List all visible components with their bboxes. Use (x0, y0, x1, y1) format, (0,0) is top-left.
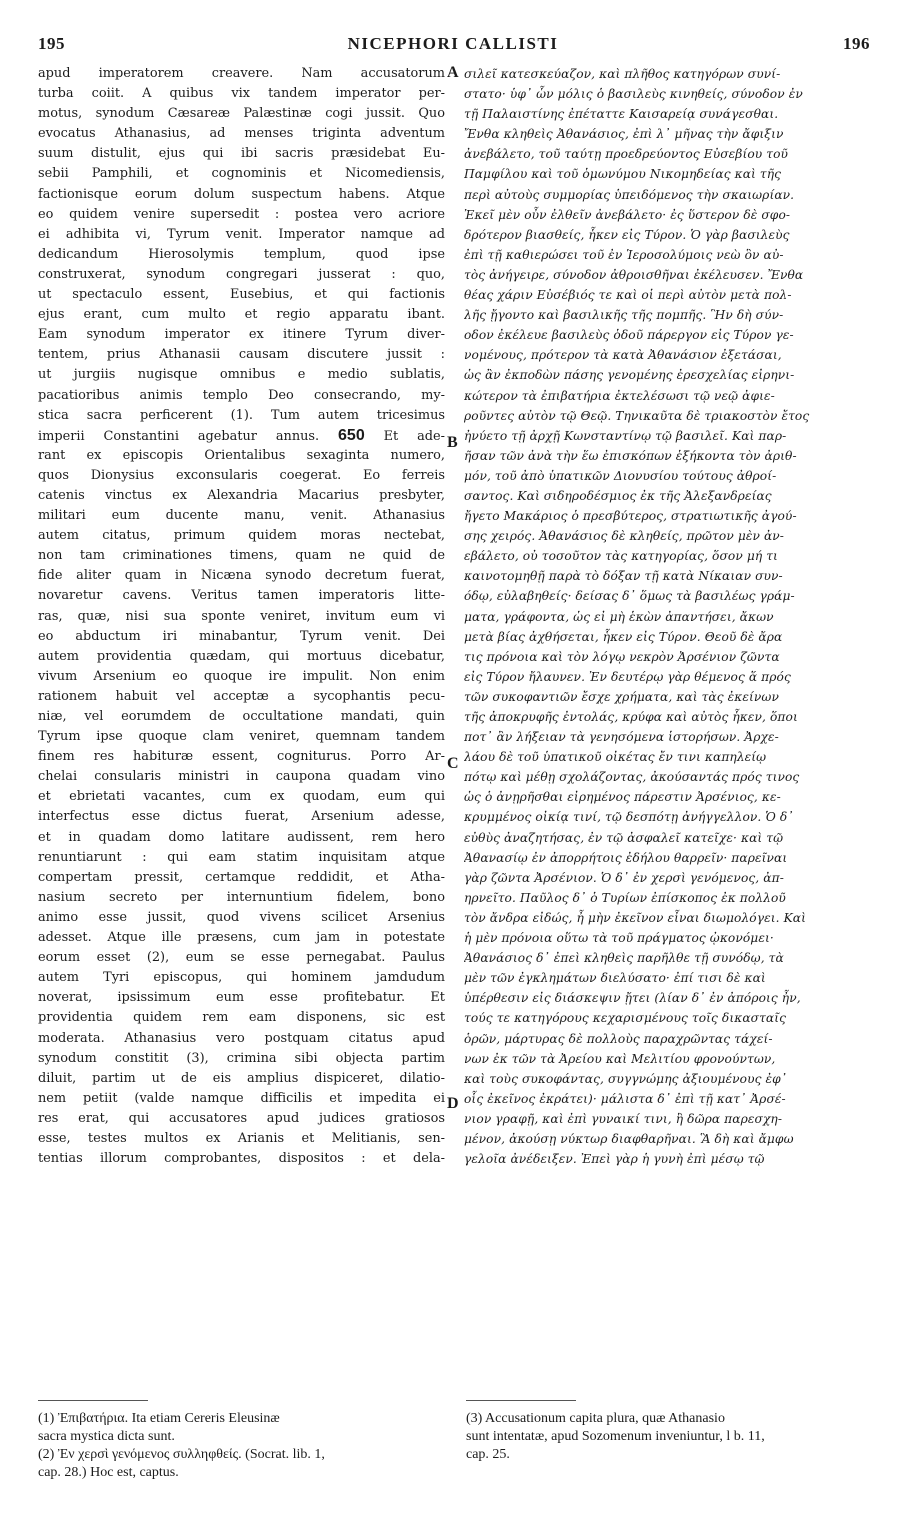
greek-line: κώτερον τὰ ἐπιβατήρια ἐκτελέσωσι τῷ νεῷ ἀφιε- (464, 388, 775, 403)
greek-line: τῆς ἀποκρυφῆς ἐντολάς, κρύφα καὶ αὐτὸς ἧκεν, ὅποι (464, 710, 798, 724)
footnote-line: (1) Ἐπιβατήρια. Ita etiam Cereris Eleusinæ (38, 1411, 280, 1426)
greek-line: σιλεῖ κατεσκεύαζον, καὶ πλῆθος κατηγόρων συνί- (464, 67, 781, 81)
greek-line: τις πρόνοια καὶ τὸν λόγῳ νεκρὸν Ἀρσένιον ζῶντα (464, 649, 780, 664)
latin-line: quos Dionysius exconsularis coegerat. Eo ferreis (38, 467, 445, 483)
footnote-line: cap. 25. (466, 1447, 510, 1462)
latin-line-text: imperii Constantini agebatur annus. (38, 428, 339, 444)
latin-line: nasium secreto per internuntium fidelem, bono (38, 889, 445, 905)
greek-line: οδον ἐκέλευε βασιλεὺς ὁδοῦ πάρεργον εἰς Τύρον γε- (464, 328, 794, 343)
latin-line: tentias illorum comprobantes, dispositos : et dela- (38, 1151, 445, 1167)
greek-line: Ἔνθα κληθεὶς Ἀθανάσιος, ἐπὶ λ᾽ μῆνας τὴν ἄφιξιν (464, 127, 784, 142)
footnote-line: (2) Ἐν χερσὶ γενόμενος συλληφθείς. (Socrat. lib. 1, (38, 1447, 325, 1462)
greek-line: ἀνεβάλετο, τοῦ ταύτῃ προεδρεύοντος Εὐσεβίου τοῦ (464, 147, 789, 162)
latin-line: ut spectaculo essent, Eusebius, et qui factionis (38, 287, 445, 303)
latin-line: renuntiarunt : qui eam statim inquisitam atque (38, 849, 445, 865)
latin-line: novaretur cavens. Veritus tamen imperatoris litte- (38, 588, 445, 604)
footnote-line: (3) Accusationum capita plura, quæ Athanasio (466, 1411, 725, 1426)
greek-line: δρότερον βιασθείς, ἧκεν εἰς Τύρον. Ὁ γὰρ βασιλεὺς (464, 227, 790, 242)
greek-line: ὡς ὁ ἀνῃρῆσθαι εἰρημένος πάρεστιν Ἀρσένιος, κε- (464, 790, 781, 805)
greek-line: λάου δὲ τοῦ ὑπατικοῦ οἰκέτας ἔν τινι καπηλείῳ (464, 750, 767, 765)
margin-mark-a: A (447, 64, 459, 81)
greek-line: ὡς ἂν ἐκποδὼν πάσης γενομένης ἐρεσχελίας εἰρηνι- (464, 368, 795, 383)
greek-line: ὁρῶν, μάρτυρας δὲ πολλοὺς παραχρῶντας τάχεί- (464, 1031, 773, 1046)
greek-line: ματα, γράφοντα, ὡς εἰ μὴ ἑκὼν ἀπαντήσει, ἄκων (464, 609, 774, 624)
greek-line: ποτ᾽ ἂν λήξειαν τὰ γενησόμενα ἱστορήσων. Ἀρχε- (464, 730, 779, 745)
latin-line: et ebrietati vacantes, cum ex quodam, eum qui (38, 789, 445, 805)
greek-line: ῆσαν τῶν ἀνὰ τὴν ἕω ἐπισκόπων ἑξήκοντα τὸν ἀριθ- (464, 448, 797, 463)
greek-line: λῆς ᾔγοντο καὶ βασιλικῆς τῆς πομπῆς. Ἣν δὴ σύν- (464, 308, 784, 323)
latin-line: pacatioribus animis templo Deo consecrando, my- (38, 387, 445, 403)
latin-line: finem res habituræ essent, cogniturus. Porro Ar- (38, 749, 445, 765)
greek-line: θέας χάριν Εὐσέβιός τε καὶ οἱ περὶ αὐτὸν μετὰ πολ- (464, 288, 792, 303)
latin-line: animo esse jussit, quod vivens scilicet Arsenius (38, 909, 445, 925)
greek-line: γὰρ ζῶντα Ἀρσένιον. Ὁ δ᾽ ἐν χερσὶ γενόμενος, ἀπ- (464, 870, 784, 885)
greek-line: νομένους, πρότερον τὰ κατὰ Ἀθανάσιον ἐξετάσαι, (464, 348, 782, 363)
greek-line: Παμφίλου καὶ τοῦ ὁμωνύμου Νικομηδείας καὶ τῆς (464, 167, 782, 182)
latin-column (38, 64, 445, 1169)
greek-line: γελοῖα ἀνέδειξεν. Ἐπεὶ γὰρ ἡ γυνὴ ἐπὶ μέσῳ τῷ (464, 1152, 765, 1167)
latin-line: interfectus esse dictus fuerat, Arsenium adesse, (38, 809, 445, 825)
latin-line: rant ex episcopis Orientalibus sexaginta numero, (38, 447, 445, 463)
margin-mark-d: D (447, 1095, 459, 1112)
greek-line: καὶ τοὺς συκοφάντας, συγγνώμης ἀξιουμένους ἐφ᾽ (464, 1071, 787, 1086)
greek-line: μόν, τοῦ ἀπὸ ὑπατικῶν Διονυσίου τούτους ἀθροί- (464, 468, 777, 483)
latin-line: eorum esset (2), eum se esse pernegabat. Paulus (38, 950, 445, 966)
latin-line: apud imperatorem creavere. Nam accusatorum (38, 66, 445, 81)
latin-line: non tam criminationes timens, quam ne quid de (38, 548, 445, 564)
footnotes-left (38, 1410, 448, 1482)
greek-line: όδῳ, εὐλαβηθείς· δείσας δ᾽ ὅμως τὰ βασιλέως γράμ- (464, 589, 795, 604)
footnotes-right (466, 1410, 878, 1464)
greek-line: εβάλετο, οὐ τοσοῦτον τὰς κατηγορίας, ὅσον μή τι (464, 549, 778, 564)
greek-line: εὐθὺς ἀναζητήσας, ἐν τῷ ἀσφαλεῖ κατεῖχε· καὶ τῷ (464, 830, 784, 845)
latin-line: fide aliter quam in Nicæna synodo decretum fuerat, (38, 568, 445, 584)
latin-line: synodum constitit (3), crimina sibi objecta partim (38, 1050, 445, 1066)
latin-line: vivum Arsenium eo quoque ire impulit. Non enim (38, 668, 445, 684)
latin-line: catenis vinctus ex Alexandria Macarius presbyter, (38, 487, 445, 503)
latin-line: evocatus Athanasius, ad menses triginta adventum (38, 126, 445, 142)
latin-line: providentia quidem rem eam disponens, sic est (38, 1010, 445, 1026)
greek-line: νιον γραφῇ, καὶ ἐπὶ γυναικί τινι, ἣ δῶρα παρεσχη- (464, 1111, 783, 1126)
latin-line: ut jurgiis nugisque omnibus e medio sublatis, (38, 367, 445, 383)
column-number-marker: 650 (338, 426, 365, 444)
greek-line: τούς τε κατηγόρους κεχαρισμένους τοῖς δικασταῖς (464, 1011, 787, 1026)
latin-line: eo abductum iri minabantur, Tyrum venit. Dei (38, 628, 445, 644)
latin-line: rationem habuit vel acceptæ a sycophantis pecu- (38, 688, 445, 704)
footnote-line: sunt intentatæ, apud Sozomenum inveniuntur, l b. 11, (466, 1429, 765, 1444)
latin-line: suum distulit, ejus qui ibi sacris præsidebat Eu- (38, 146, 445, 162)
running-title: NICEPHORI CALLISTI (347, 34, 559, 53)
page-number-right: 196 (843, 34, 870, 53)
greek-line: μένον, ἀκούσῃ νύκτωρ διαφθαρῆναι. Ἃ δὴ καὶ ἄμφω (464, 1131, 794, 1146)
latin-line: et in quadam domo latitare audissent, rem hero (38, 829, 445, 845)
latin-line: turba coiit. A quibus vix tandem imperator per- (38, 86, 445, 102)
greek-line: μὲν τῶν ἐγκλημάτων διελύσατο· ἐπί τισι δὲ καὶ (464, 971, 766, 986)
latin-line: construxerat, synodum congregari jusserat : quo, (38, 266, 445, 282)
latin-line: compertam pressit, certamque reddidit, et Atha- (38, 869, 445, 885)
greek-line: μετὰ βίας ἀχθήσεται, ἧκεν εἰς Τύρον. Θεοῦ δὲ ἄρα (464, 629, 783, 644)
latin-line: chelai consularis ministri in caupona quadam vino (38, 769, 445, 785)
greek-line: Ἀθανασίῳ ἐν ἀπορρήτοις ἐδήλου θαρρεῖν· παρεῖναι (464, 850, 788, 865)
greek-line: στατο· ὑφ᾽ ὧν μόλις ὁ βασιλεὺς κινηθείς, σύνοδον ἐν (464, 87, 803, 102)
latin-line: ejus erant, cum multo et regio apparatu ibant. (38, 307, 445, 323)
latin-line: moderata. Athanasius vero postquam citatus apud (38, 1030, 445, 1046)
greek-line: οἷς ἐκεῖνος ἐκράτει)· μάλιστα δ᾽ ἐπὶ τῇ κατ᾽ Ἀρσέ- (464, 1091, 786, 1106)
greek-line: σης χειρός. Ἀθανάσιος δὲ κληθείς, πρῶτον μὲν ἀν- (464, 529, 785, 544)
latin-line: stica sacra perficerent (1). Tum autem tricesimus (38, 407, 445, 423)
greek-line: ὑπέρθεσιν εἰς διάσκεψιν ᾔτει (λίαν δ᾽ ἐν ἀπόροις ἦν, (464, 991, 801, 1006)
greek-line: περὶ αὐτοὺς συμμορίας ὑπειδόμενος τὴν σκαιωρίαν. (464, 187, 795, 202)
latin-line-text: Et ade- (364, 428, 445, 444)
latin-line: adesset. Atque ille præsens, cum jam in potestate (38, 930, 445, 946)
latin-line: motus, synodum Cæsareæ Palæstinæ cogi jussit. Quo (38, 106, 445, 122)
latin-line (38, 426, 445, 446)
greek-line: σαντος. Καὶ σιδηροδέσμιος ἐκ τῆς Ἀλεξανδρείας (464, 488, 772, 503)
latin-line: eo quidem venire supersedit : postea vero acriore (38, 206, 445, 222)
greek-line: ηρνεῖτο. Παῦλος δ᾽ ὁ Τυρίων ἐπίσκοπος ἐκ πολλοῦ (464, 890, 786, 905)
latin-line: autem citatus, primum quidem moras nectebat, (38, 528, 445, 544)
margin-mark-c: C (447, 755, 459, 772)
greek-line: νων ἐκ τῶν τὰ Ἀρείου καὶ Μελιτίου φρονούντων, (464, 1051, 776, 1066)
greek-line: ἡ μὲν πρόνοια οὕτω τὰ τοῦ πράγματος ᾠκονόμει· (464, 931, 774, 946)
greek-line: ἤγετο Μακάριος ὁ πρεσβύτερος, στρατιωτικῆς ἀγού- (464, 509, 797, 524)
footnote-line: sacra mystica dicta sunt. (38, 1429, 175, 1444)
greek-line: εἰς Τύρον ἤλαυνεν. Ἐν δευτέρῳ γὰρ θέμενος ἅ πρός (464, 669, 791, 684)
latin-line: Tyrum ipse quoque clam veniret, quemnam tandem (38, 729, 445, 745)
footnote-rule-left (38, 1400, 148, 1401)
latin-line: tentem, prius Athanasii causam discutere jussit : (38, 347, 445, 363)
latin-line: militari eum ducente manu, venit. Athanasius (38, 508, 445, 524)
greek-column (464, 64, 878, 1169)
latin-line: res erat, qui accusatores apud judices gratiosos (38, 1110, 445, 1126)
greek-line: καινοτομηθῇ παρὰ τὸ δόξαν τῇ κατὰ Νίκαιαν συν- (464, 569, 783, 584)
greek-line: κρυμμένος οἰκίᾳ τινί, τῷ δεσπότῃ ἀνήγγελλον. Ὁ δ᾽ (464, 810, 794, 825)
footnote-rule-right (466, 1400, 576, 1401)
greek-line: πότῳ καὶ μέθῃ σχολάζοντας, ἀκούσαντάς πρός τινος (464, 770, 800, 785)
latin-line: dedicandum Hierosolymis templum, quod ipse (38, 246, 445, 262)
greek-line: τῶν συκοφαντιῶν ἔσχε χρήματα, καὶ τὰς ἐκείνων (464, 689, 779, 704)
latin-line: autem providentia quædam, qui mortuus dicebatur, (38, 648, 445, 664)
latin-line: esse, testes multos ex Arianis et Melitianis, sen- (38, 1130, 445, 1146)
greek-line: ἠνύετο τῇ ἀρχῇ Κωνσταντίνῳ τῷ βασιλεῖ. Καὶ παρ- (464, 428, 787, 443)
greek-line: Ἐκεῖ μὲν οὖν ἐλθεῖν ἀνεβάλετο· ἐς ὕστερον δὲ σφο- (464, 207, 791, 222)
latin-line: niæ, vel eorumdem de occultatione mandati, quin (38, 709, 445, 724)
greek-line: τὸς ἀνήγειρε, σύνοδον ἀθροισθῆναι ἐκέλευσεν. Ἔνθα (464, 267, 804, 282)
latin-line: autem Tyri episcopus, qui hominem jamdudum (38, 970, 445, 986)
latin-line: ras, quæ, nisi sua sponte veniret, invitum eum vi (38, 608, 445, 624)
latin-line: ei adhibita vi, Tyrum venit. Imperator namque ad (38, 226, 445, 242)
greek-line: τὸν ἄνδρα εἰδώς, ἦ μὴν ἐκεῖνον εἶναι διωμολόγει. Καὶ (464, 910, 806, 925)
latin-line: Eam synodum imperator ex itinere Tyrum diver- (38, 327, 445, 343)
greek-line: Ἀθανάσιος δ᾽ ἐπεὶ κληθεὶς παρῆλθε τῇ συνόδῳ, τὰ (464, 951, 784, 966)
greek-line: ἐπὶ τῇ καθιερώσει τοῦ ἐν Ἱεροσολύμοις νεὼ ὃν αὐ- (464, 247, 784, 262)
latin-line: sebii Pamphili, et cognominis et Nicomediensis, (38, 166, 445, 182)
footnote-line: cap. 28.) Hoc est, captus. (38, 1465, 179, 1480)
margin-mark-b: B (447, 434, 458, 451)
greek-line: τῇ Παλαιστίνης ἐπέταττε Καισαρείᾳ συνάγεσθαι. (464, 107, 779, 122)
latin-line: noverat, ipsissimum eum esse profitebatur. Et (38, 990, 445, 1006)
page-number-left: 195 (38, 34, 65, 53)
latin-line: factionisque eorum dolum suspectum habens. Atque (38, 186, 445, 202)
latin-line: nem petiit (valde namque difficilis et impedita ei (38, 1090, 445, 1106)
latin-line: diluit, partim ut de eis amplius dispiceret, dilatio- (38, 1070, 445, 1086)
greek-line: ροῦντες αὐτὸν τῷ Θεῷ. Τηνικαῦτα δὲ τριακοστὸν ἔτος (464, 408, 810, 423)
